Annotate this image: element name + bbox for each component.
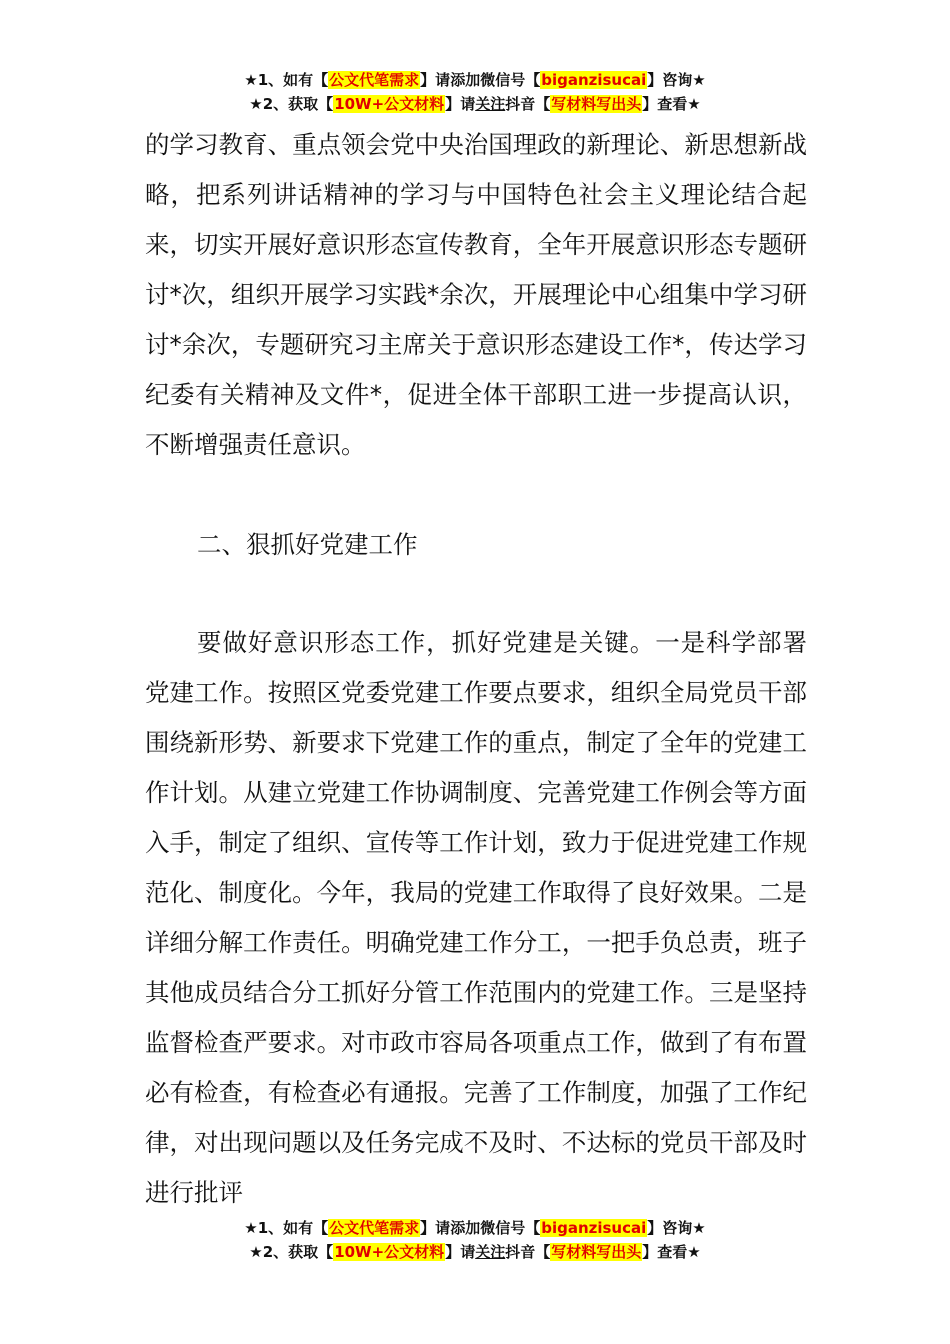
paragraph-text: 的学习教育、重点领会党中央治国理政的新理论、新思想新战略，把系列讲话精神的学习与中国特色社会主义理论结合起来，切实开展好意识形态宣传教育，全年开展意识形态专题研讨*次，组织开展学习实践*余次，开展理论中心组集中学习研讨*余次，专题研究习主席关于意识形态建设工作*，传达学习纪委有关精神及文件*，促进全体干部职工进一步提高认识，不断增强责任意识。 — [145, 130, 807, 459]
wechat-id-highlight: biganzisucai — [541, 71, 647, 89]
banner-text: 微信号【 — [480, 1219, 541, 1237]
banner-text: 微信号【 — [480, 71, 541, 89]
highlight-tag: 公文代笔需求 — [329, 71, 420, 89]
banner-text: 抖音【 — [505, 1243, 551, 1261]
paragraph-1 — [145, 120, 807, 470]
banner-text: 】请 — [420, 1219, 451, 1237]
banner-text: 】咨询★ — [647, 1219, 706, 1237]
header-banner — [0, 68, 950, 116]
douyin-id-highlight: 写材料写出头 — [551, 95, 642, 113]
section-heading-text: 二、狠抓好党建工作 — [197, 530, 418, 559]
banner-line-2 — [0, 1240, 950, 1264]
section-heading — [145, 520, 807, 570]
highlight-tag: 10W+公文材料 — [334, 1243, 445, 1261]
banner-text: 】请 — [445, 95, 476, 113]
paragraph-text: 要做好意识形态工作，抓好党建是关键。一是科学部署党建工作。按照区党委党建工作要点要求，组织全局党员干部围绕新形势、新要求下党建工作的重点，制定了全年的党建工作计划。从建立党建工作协调制度、完善党建工作例会等方面入手，制定了组织、宣传等工作计划，致力于促进党建工作规范化、制度化。今年，我局的党建工作取得了良好效果。二是详细分解工作责任。明确党建工作分工，一把手负总责，班子其他成员结合分工抓好分管工作范围内的党建工作。三是坚持监督检查严要求。对市政市容局各项重点工作，做到了有布置必有检查，有检查必有通报。完善了工作制度，加强了工作纪律，对出现问题以及任务完成不及时、不达标的党员干部及时进行批评 — [145, 628, 807, 1207]
footer-banner — [0, 1216, 950, 1264]
banner-line-2 — [0, 92, 950, 116]
banner-text: 】咨询★ — [647, 71, 706, 89]
douyin-id-highlight: 写材料写出头 — [551, 1243, 642, 1261]
paragraph-2 — [145, 618, 807, 1218]
banner-line-1 — [0, 68, 950, 92]
banner-emphasis: 关注 — [475, 95, 506, 113]
banner-text: 】查看★ — [642, 95, 701, 113]
highlight-tag: 公文代笔需求 — [329, 1219, 420, 1237]
banner-line-1 — [0, 1216, 950, 1240]
banner-text: 】请 — [420, 71, 451, 89]
banner-text: ★2、获取【 — [249, 1243, 334, 1261]
banner-text: ★1、如有【 — [244, 71, 329, 89]
banner-text: ★1、如有【 — [244, 1219, 329, 1237]
banner-text: 】查看★ — [642, 1243, 701, 1261]
banner-text: 抖音【 — [505, 95, 551, 113]
banner-text: 】请 — [445, 1243, 476, 1261]
banner-emphasis: 添加 — [450, 1219, 481, 1237]
banner-emphasis: 添加 — [450, 71, 481, 89]
highlight-tag: 10W+公文材料 — [334, 95, 445, 113]
banner-emphasis: 关注 — [475, 1243, 506, 1261]
wechat-id-highlight: biganzisucai — [541, 1219, 647, 1237]
banner-text: ★2、获取【 — [249, 95, 334, 113]
